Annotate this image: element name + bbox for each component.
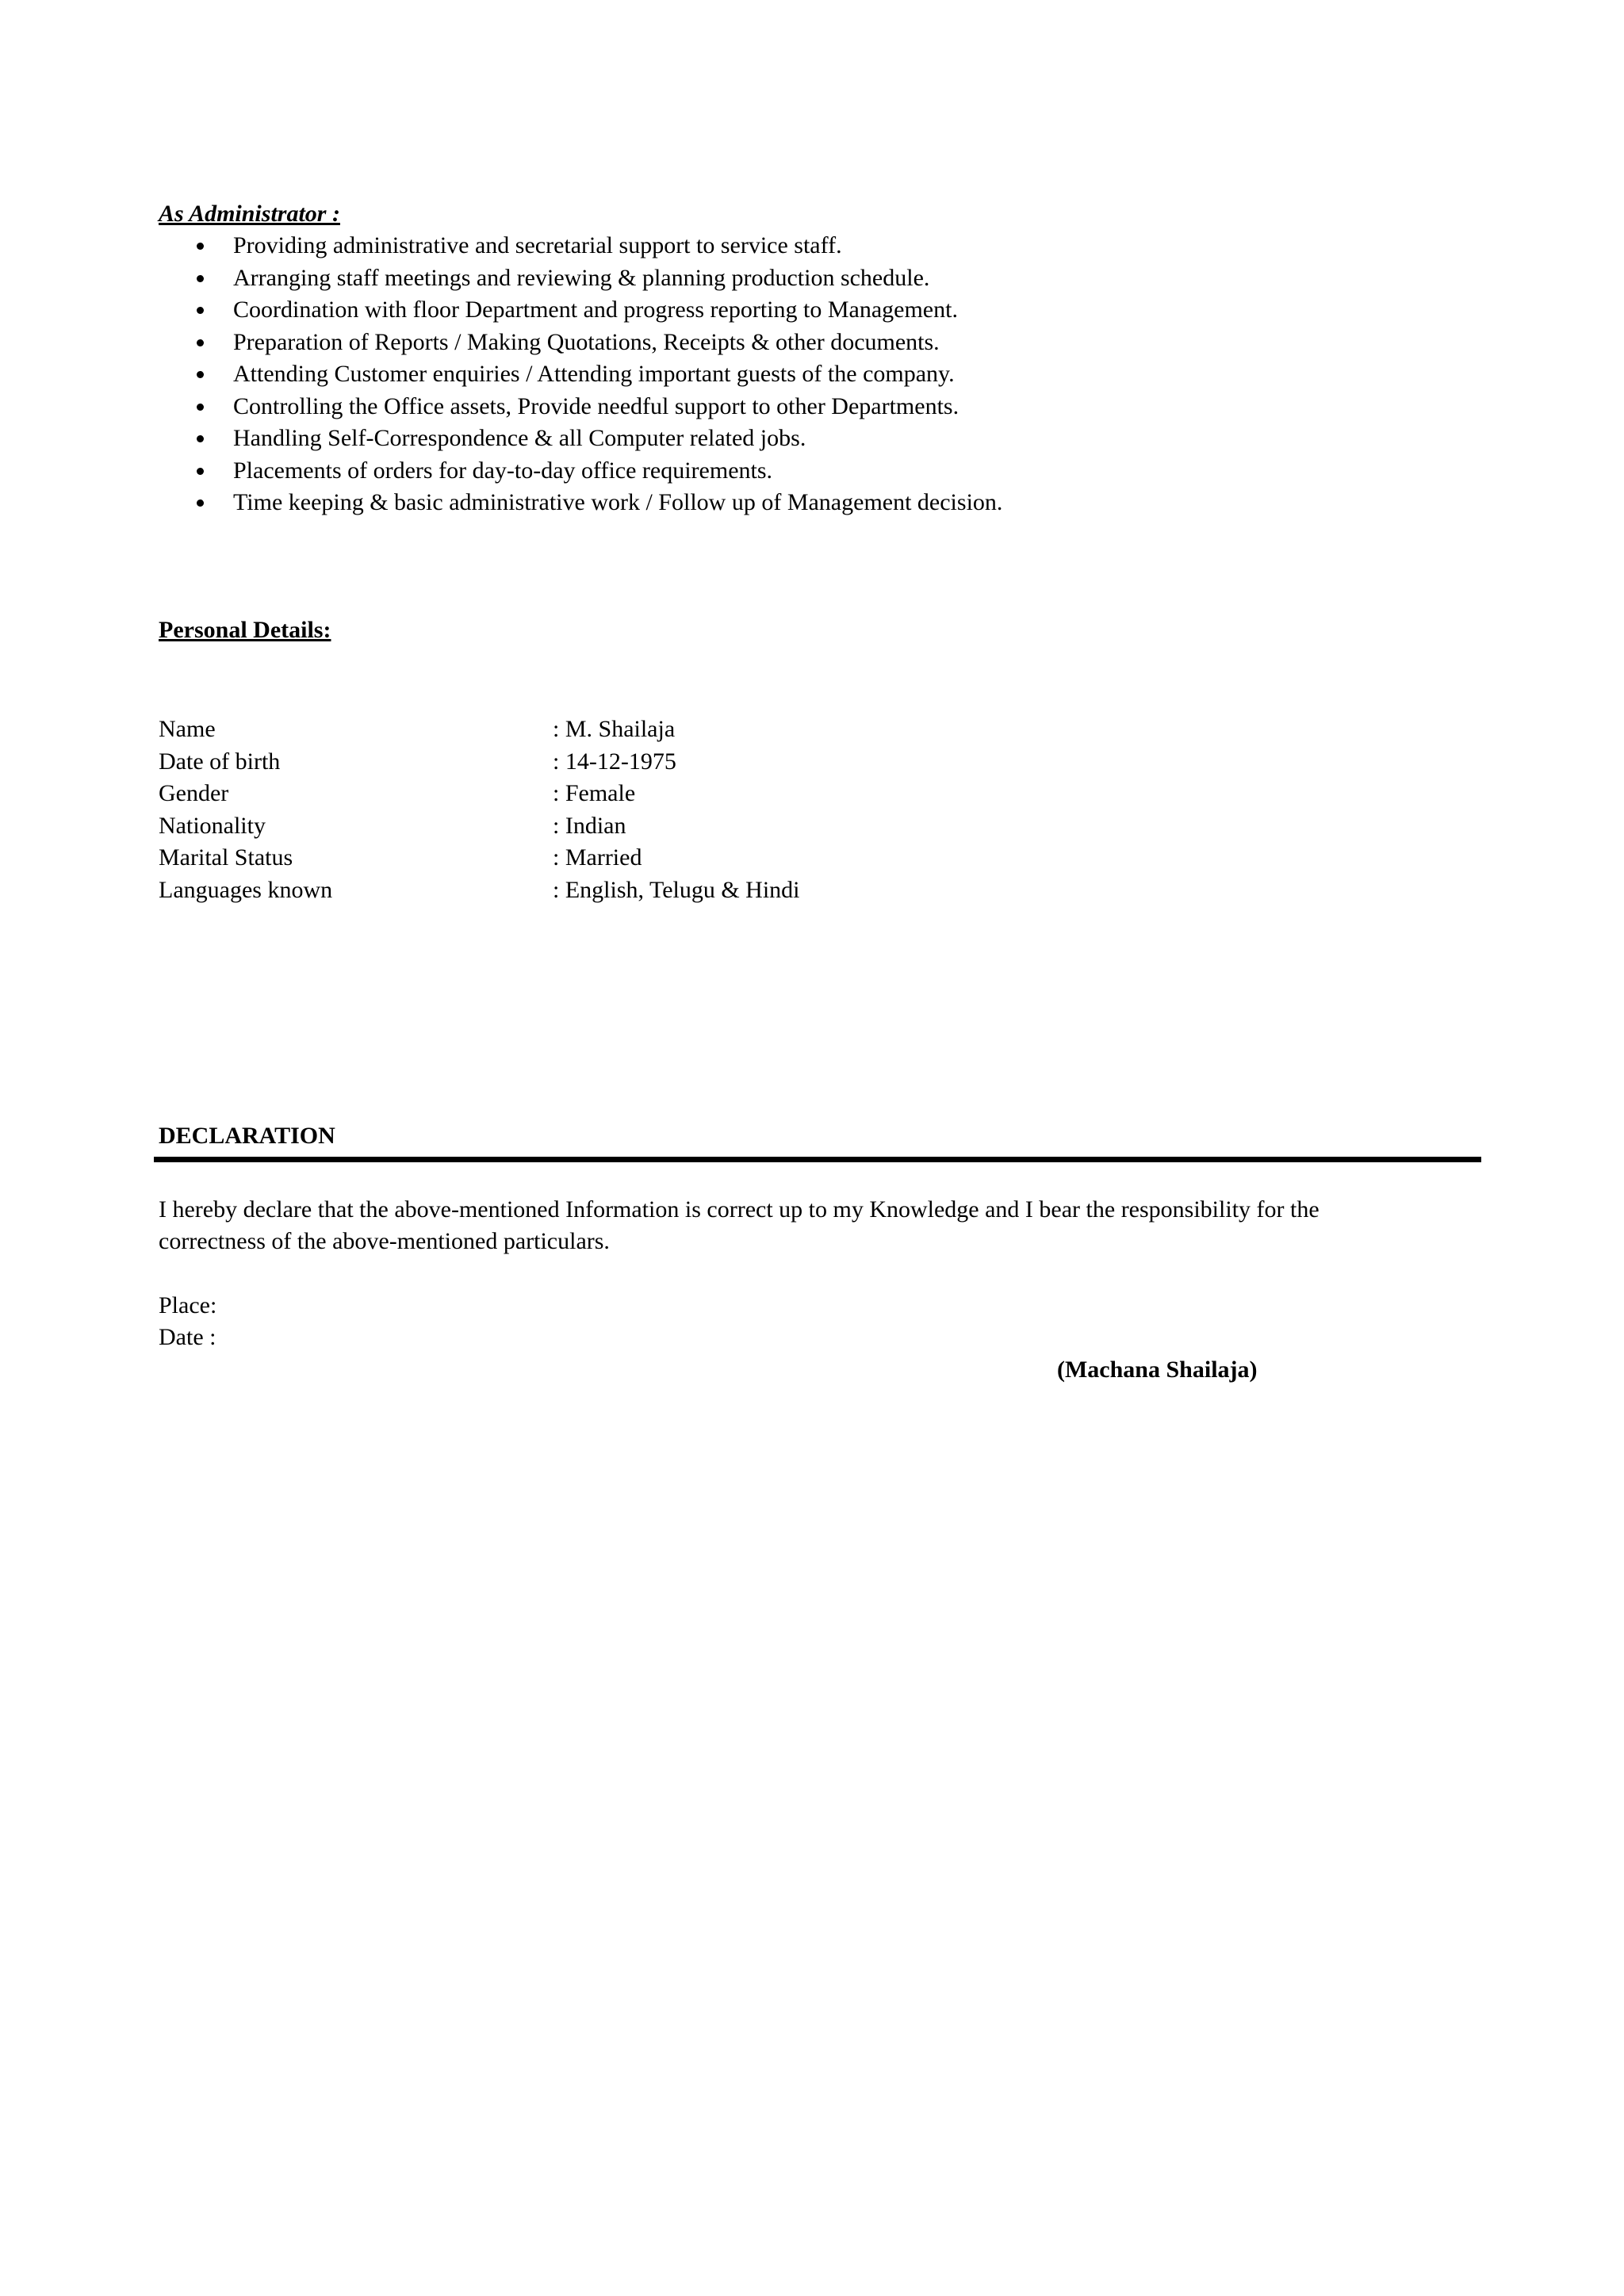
bullet-icon [197, 275, 204, 282]
duty-text: Arranging staff meetings and reviewing & planning production schedule. [233, 264, 930, 291]
signature-name: (Machana Shailaja) [1057, 1357, 1258, 1383]
duty-text: Time keeping & basic administrative work / Follow up of Management decision. [233, 489, 1003, 515]
bullet-icon [197, 243, 204, 250]
detail-label: Languages known [159, 876, 333, 903]
detail-value: : M. Shailaja [553, 716, 676, 742]
duty-text: Providing administrative and secretarial support to service staff. [233, 232, 842, 258]
duty-list-item [159, 294, 1491, 327]
detail-value: : Female [553, 780, 636, 806]
page-content [159, 198, 1491, 1383]
duty-text: Controlling the Office assets, Provide needful support to other Departments. [233, 392, 959, 419]
detail-label: Gender [159, 780, 229, 806]
personal-details-table [159, 714, 952, 906]
duty-list-item [159, 262, 1491, 295]
detail-value: : Married [553, 844, 642, 871]
detail-row-name [159, 714, 952, 746]
administrator-duties-list [159, 230, 1491, 519]
duty-text: Attending Customer enquiries / Attending important guests of the company. [233, 361, 955, 387]
duty-text: Handling Self-Correspondence & all Computer related jobs. [233, 425, 806, 451]
bullet-icon [197, 435, 204, 442]
bullet-icon [197, 307, 204, 314]
detail-row-languages-known [159, 874, 952, 907]
bullet-icon [197, 339, 204, 346]
detail-label: Nationality [159, 812, 266, 839]
bullet-icon [197, 371, 204, 378]
detail-value: : English, Telugu & Hindi [553, 876, 800, 903]
detail-label: Marital Status [159, 844, 293, 871]
detail-value: : Indian [553, 812, 626, 839]
duty-text: Preparation of Reports / Making Quotations, Receipts & other documents. [233, 328, 940, 355]
place-label: Place: [159, 1292, 217, 1318]
detail-row-gender [159, 778, 952, 810]
duty-list-item [159, 455, 1491, 488]
duty-list-item [159, 327, 1491, 359]
detail-row-date-of-birth [159, 746, 952, 779]
detail-row-marital-status [159, 842, 952, 874]
declaration-text: I hereby declare that the above-mentioned Information is correct up to my Knowledge and I bear the responsibility for the correctness of the above-mentioned particulars. [159, 1196, 1320, 1254]
declaration-divider [154, 1157, 1481, 1162]
bullet-icon [197, 499, 204, 507]
duty-list-item [159, 391, 1491, 423]
detail-label: Name [159, 716, 216, 742]
duty-text: Coordination with floor Department and progress reporting to Management. [233, 297, 958, 323]
bullet-icon [197, 468, 204, 475]
declaration-title: DECLARATION [159, 1123, 335, 1149]
detail-value: : 14-12-1975 [553, 748, 676, 775]
detail-label: Date of birth [159, 748, 281, 775]
administrator-section-title: As Administrator : [159, 201, 340, 227]
detail-row-nationality [159, 810, 952, 843]
bullet-icon [197, 404, 204, 411]
duty-text: Placements of orders for day-to-day office requirements. [233, 457, 773, 484]
duty-list-item [159, 487, 1491, 519]
personal-details-title: Personal Details: [159, 617, 331, 643]
date-label: Date : [159, 1324, 216, 1350]
duty-list-item [159, 230, 1491, 262]
duty-list-item [159, 358, 1491, 391]
duty-list-item [159, 423, 1491, 455]
